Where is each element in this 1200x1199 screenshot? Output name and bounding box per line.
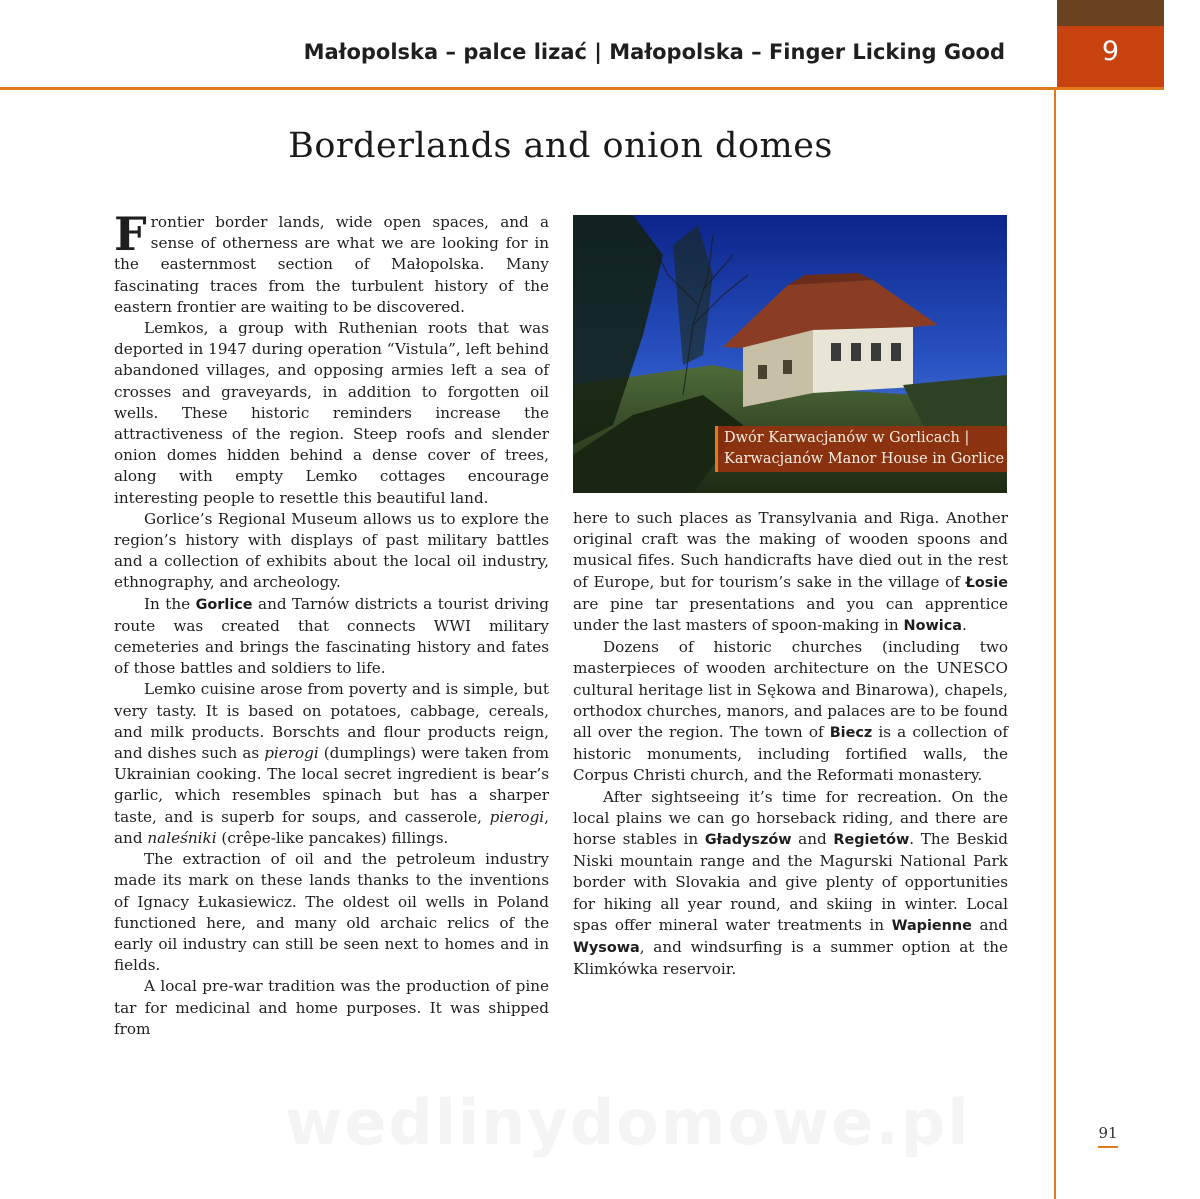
- chapter-number: 9: [1101, 36, 1120, 67]
- page-title: Borderlands and onion domes: [288, 126, 833, 166]
- paragraph: Gorlice’s Regional Museum allows us to explore the region’s history with displays of past military battles and a collection of exhibits about the local oil industry, ethnography, and archeology.: [114, 509, 549, 592]
- paragraph: Lemkos, a group with Ruthenian roots that was deported in 1947 during operation “Vistula”, left behind abandoned villages, and opposing armies left a sea of crosses and graveyards, in addition to forgotten oil wells. These historic reminders increase the attractiveness of the region. Steep roofs and slender onion domes hidden behind a dense cover of trees, along with empty Lemko cottages encourage interesting people to resettle this beautiful land.: [114, 319, 549, 507]
- running-header: Małopolska – palce lizać | Małopolska – Finger Licking Good: [303, 40, 1005, 64]
- caption-line-polish: Dwór Karwacjanów w Gorlicach |: [724, 430, 970, 446]
- page-number: 91: [1098, 1124, 1118, 1142]
- header-rule: [0, 87, 1164, 90]
- right-column: [573, 508, 1008, 980]
- paragraph: In the Gorlice and Tarnów districts a tourist driving route was created that connects WWI military cemeteries and brings the fascinating history and fates of those battles and soldiers to life.: [114, 594, 549, 678]
- left-column: [114, 207, 549, 1040]
- watermark: wedlinydomowe.pl: [285, 1086, 971, 1159]
- header-dark-band: [1057, 0, 1164, 26]
- paragraph: Dozens of historic churches (including two masterpieces of wooden architecture on the UNESCO cultural heritage list in Sękowa and Binarowa), chapels, orthodox churches, manors, and palaces are to be found all over the region. The town of Biecz is a collection of historic monuments, including fortified walls, the Corpus Christi church, and the Reformati monastery.: [573, 638, 1008, 785]
- caption-line-english: Karwacjanów Manor House in Gorlice: [724, 451, 1005, 467]
- paragraph: Lemko cuisine arose from poverty and is simple, but very tasty. It is based on potatoes, cabbage, cereals, and milk products. Borschts and flour products reign, and dishes such as pierogi (dumplings) were taken from Ukrainian cooking. The local secret ingredient is bear’s garlic, which resembles spinach but has a sharper taste, and is superb for soups, and casserole, pierogi, and naleśniki (crêpe-like pancakes) fillings.: [114, 680, 549, 847]
- photo-caption: [715, 426, 1007, 472]
- paragraph: here to such places as Transylvania and Riga. Another original craft was the making of wooden spoons and musical fifes. Such handicrafts have died out in the rest of Europe, but for tourism’s sake in the village of Łosie are pine tar presentations and you can apprentice under the last masters of spoon-making in Nowica.: [573, 509, 1008, 635]
- paragraph: Frontier border lands, wide open spaces, and a sense of otherness are what we are looking for in the easternmost section of Małopolska. Many fascinating traces from the turbulent history of the eastern frontier are waiting to be discovered.: [114, 207, 549, 316]
- paragraph: A local pre-war tradition was the production of pine tar for medicinal and home purposes. It was shipped from: [114, 977, 549, 1038]
- drop-cap: F: [114, 207, 147, 261]
- page-number-rule: [1098, 1146, 1118, 1148]
- paragraph: After sightseeing it’s time for recreation. On the local plains we can go horseback riding, and there are horse stables in Gładyszów and Regietów. The Beskid Niski mountain range and the Magurski National Park border with Slovakia and give plenty of opportunities for hiking all year round, and skiing in winter. Local spas offer mineral water treatments in Wapienne and Wysowa, and windsurfing is a summer option at the Klimkówka reservoir.: [573, 787, 1008, 979]
- paragraph: The extraction of oil and the petroleum industry made its mark on these lands thanks to the inventions of Ignacy Łukasiewicz. The oldest oil wells in Poland functioned here, and many old archaic relics of the early oil industry can still be seen next to homes and in fields.: [114, 850, 549, 975]
- margin-rule: [1054, 87, 1056, 1199]
